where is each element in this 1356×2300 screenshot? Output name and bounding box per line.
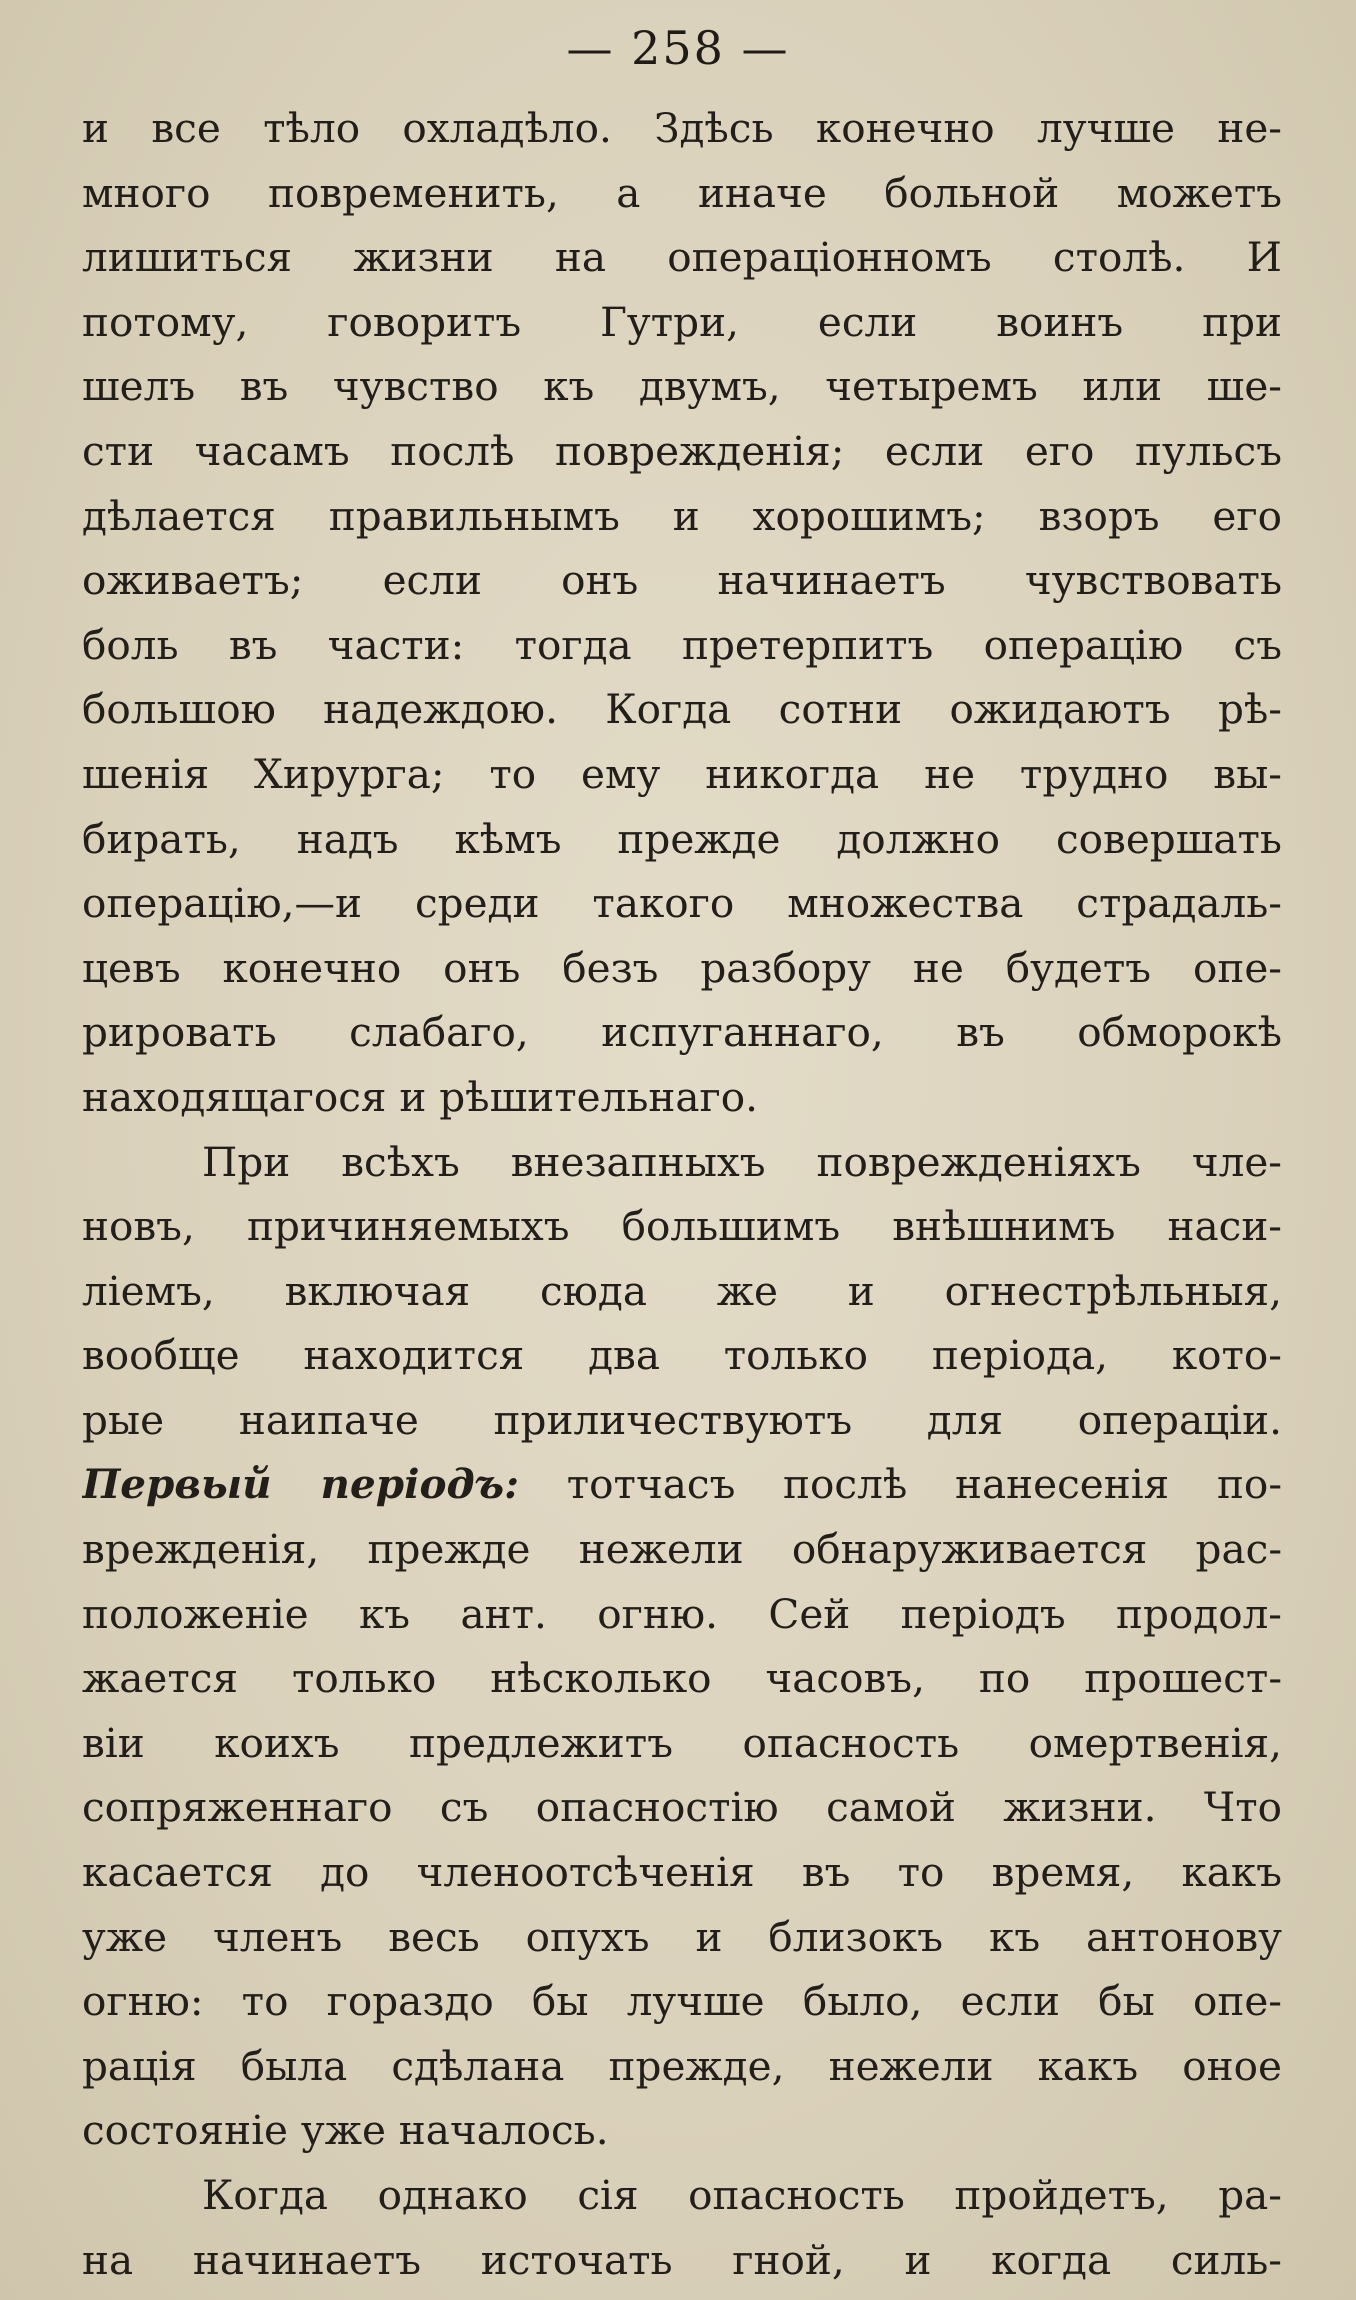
text-line: лишиться жизни на операціонномъ столѣ. И: [82, 233, 1282, 282]
paragraph-2: [82, 1130, 1282, 2164]
text-line: рація была сдѣлана прежде, нежели какъ оное: [82, 2041, 1282, 2090]
text-line: рировать слабаго, испуганнаго, въ обморокѣ: [82, 1008, 1282, 1057]
text-line: боль въ части: тогда претерпитъ операцію съ: [82, 620, 1282, 669]
text-line: находящагося и рѣшительнаго.: [82, 1072, 758, 1121]
paragraph-3: [82, 2163, 1282, 2292]
text-line: касается до членоотсѣченія въ то время, какъ: [82, 1848, 1282, 1897]
text-line: операцію,—и среди такого множества страдаль-: [82, 879, 1282, 928]
text-line: большою надеждою. Когда сотни ожидаютъ рѣ-: [82, 685, 1282, 734]
text-line: сти часамъ послѣ поврежденія; если его пульсъ: [82, 426, 1282, 475]
text-line: новъ, причиняемыхъ большимъ внѣшнимъ наси-: [82, 1202, 1282, 1251]
text-line: на начинаетъ источать гной, и когда силь-: [82, 2235, 1282, 2284]
paragraph-1: [82, 96, 1282, 1130]
text-line: шенія Хирурга; то ему никогда не трудно вы-: [82, 749, 1282, 798]
text-line: [82, 1452, 1282, 1517]
text-line: цевъ конечно онъ безъ разбору не будетъ опе-: [82, 943, 1282, 992]
italic-label: Первый періодъ:: [82, 1460, 520, 1509]
text-line: огню: то гораздо бы лучше было, если бы опе-: [82, 1977, 1282, 2026]
text-line: сопряженнаго съ опасностію самой жизни. Что: [82, 1783, 1282, 1832]
text-line: много повременить, а иначе больной можетъ: [82, 168, 1282, 217]
text-line: Когда однако сія опасность пройдетъ, ра-: [202, 2171, 1282, 2219]
text-line: уже членъ весь опухъ и близокъ къ антонову: [82, 1912, 1282, 1961]
text-line: ліемъ, включая сюда же и огнестрѣльныя,: [82, 1266, 1282, 1315]
text-line: жается только нѣсколько часовъ, по прошест-: [82, 1654, 1282, 1703]
text-line: положеніе къ ант. огню. Сей періодъ продол-: [82, 1589, 1282, 1638]
text-line: состояніе уже началось.: [82, 2106, 609, 2155]
text-line: віи коихъ предлежитъ опасность омертвенія,: [82, 1718, 1282, 1767]
body-text: [82, 96, 1282, 2292]
text-line: бирать, надъ кѣмъ прежде должно совершать: [82, 814, 1282, 863]
text-line: шелъ въ чувство къ двумъ, четыремъ или ше-: [82, 362, 1282, 411]
text-fragment: тотчасъ послѣ нанесенія по-: [519, 1460, 1282, 1509]
text-line: оживаетъ; если онъ начинаетъ чувствовать: [82, 556, 1282, 605]
text-line: При всѣхъ внезапныхъ поврежденіяхъ чле-: [202, 1137, 1282, 1186]
text-line: и все тѣло охладѣло. Здѣсь конечно лучше не-: [82, 104, 1282, 152]
text-line: рые наипаче приличествуютъ для операціи.: [82, 1395, 1282, 1444]
text-line: вообще находится два только періода, кото-: [82, 1331, 1282, 1380]
page-number: — 258 —: [566, 21, 790, 75]
text-line: врежденія, прежде нежели обнаруживается рас-: [82, 1525, 1282, 1574]
text-line: дѣлается правильнымъ и хорошимъ; взоръ его: [82, 491, 1282, 540]
text-line: потому, говоритъ Гутри, если воинъ при: [82, 297, 1282, 346]
